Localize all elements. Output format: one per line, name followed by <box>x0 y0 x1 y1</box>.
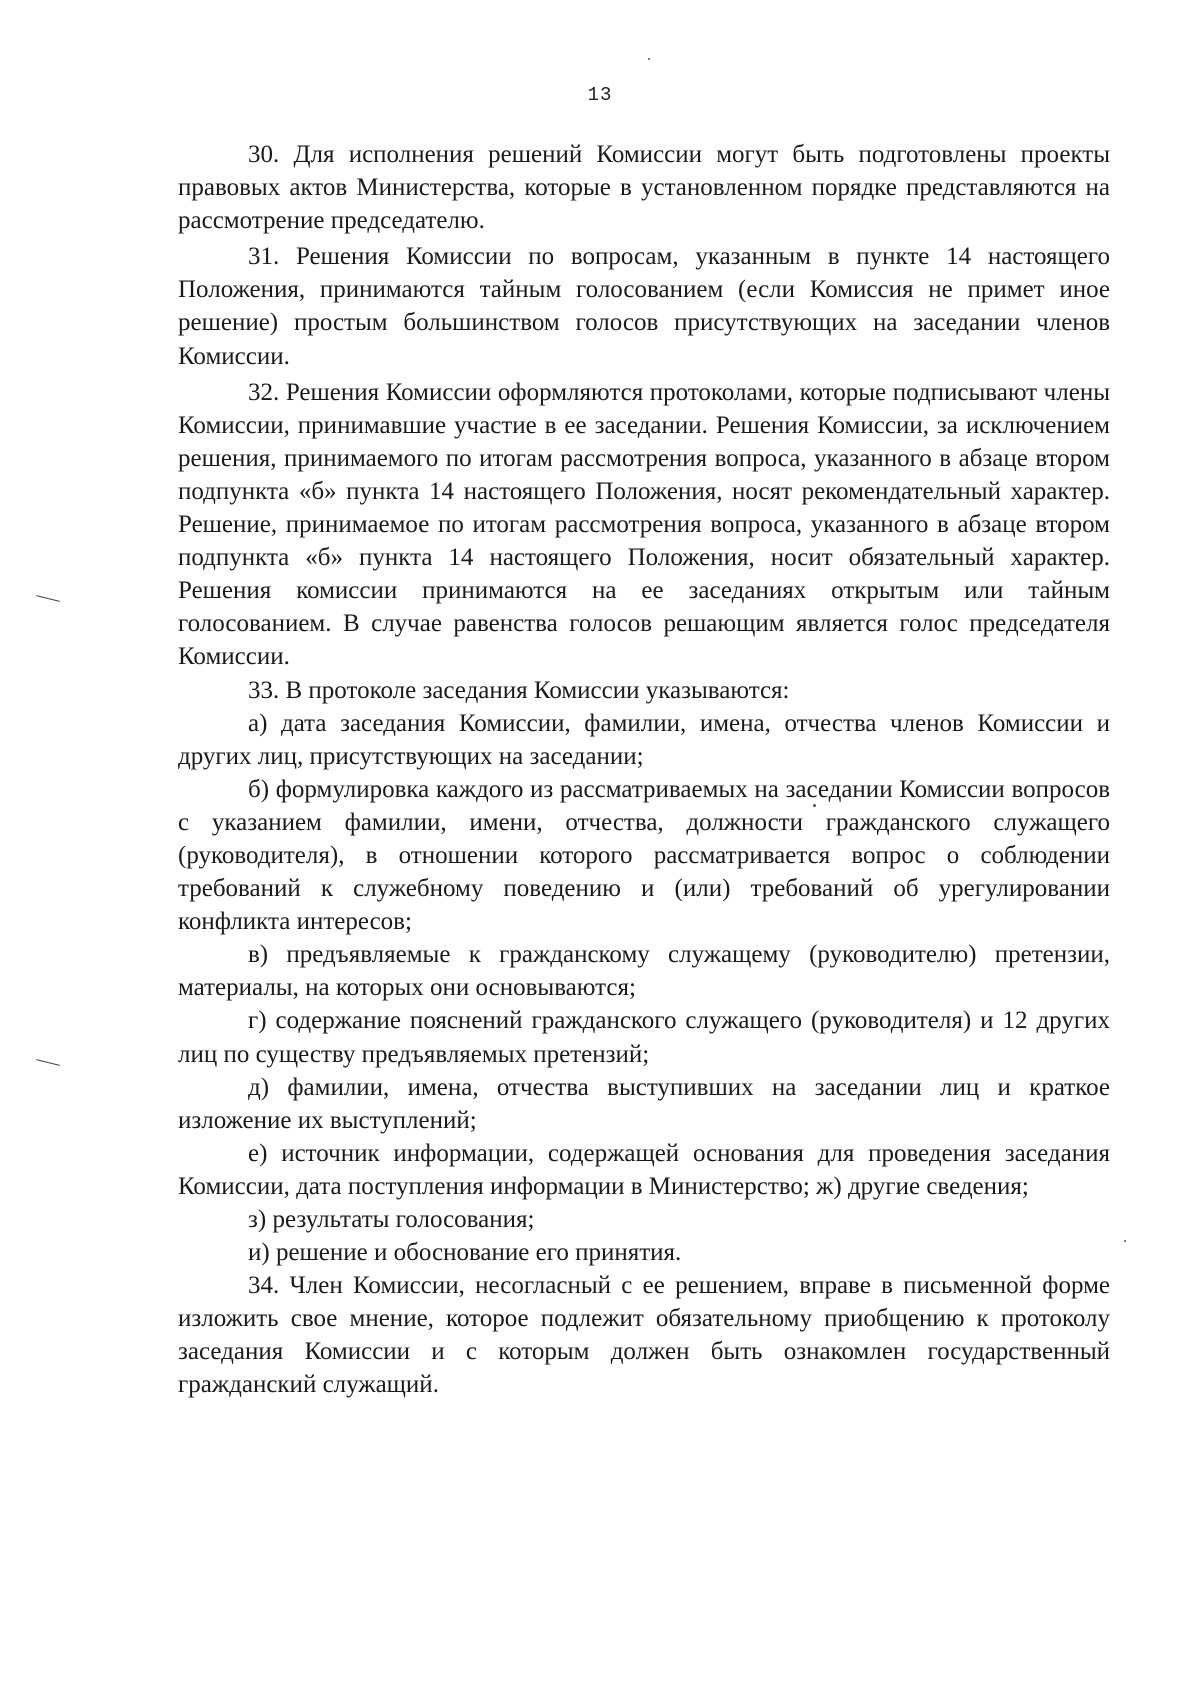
list-item-e: е) источник информации, содержащей основания для проведения заседания Комиссии, дата поступления информации в Министерство; ж) другие сведения; <box>178 1139 1110 1200</box>
list-item-g: г) содержание пояснений гражданского служащего (руководителя) и 12 других лиц по существу предъявляемых претензий; <box>178 1007 1110 1068</box>
list-item-d: д) фамилии, имена, отчества выступивших на заседании лиц и краткое изложение их выступлений; <box>178 1073 1110 1134</box>
list-item-b: б) формулировка каждого из рассматриваемых на заседании Комиссии вопросов с указанием фамилии, имени, отчества, должности гражданского служащего (руководителя), в отношении которого рассматривается вопрос о соблюдении требований к служебному поведению и (или) требований об урегулировании конфликта интересов; <box>178 775 1110 936</box>
scan-speck <box>1124 1240 1126 1242</box>
scan-edge-mark <box>36 595 60 602</box>
list-item-z: з) результаты голосования; <box>248 1206 535 1233</box>
paragraph-30: 30. Для исполнения решений Комиссии могут быть подготовлены проекты правовых актов Министерства, которые в установленном порядке представляются на рассмотрение председателю. <box>178 141 1110 235</box>
paragraph-33: 33. В протоколе заседания Комиссии указываются: <box>248 676 790 704</box>
paragraph-32: 32. Решения Комиссии оформляются протоколами, которые подписывают члены Комиссии, принимавшие участие в ее заседании. Решения Комиссии, за исключением решения, принимаемого по итогам рассмотрения вопроса, указанного в абзаце втором подпункта «б» пункта 14 настоящего Положения, носят рекомендательный характер. Решение, принимаемое по итогам рассмотрения вопроса, указанного в абзаце втором подпункта «б» пункта 14 настоящего Положения, носит обязательный характер. Решения комиссии принимаются на ее заседаниях открытым или тайным голосованием. В случае равенства голосов решающим является голос председателя Комиссии. <box>178 378 1110 671</box>
paragraph-34: 34. Член Комиссии, несогласный с ее решением, вправе в письменной форме изложить свое мнение, которое подлежит обязательному приобщению к протоколу заседания Комиссии и с которым должен быть ознакомлен государственный гражданский служащий. <box>178 1272 1110 1399</box>
list-item-a: а) дата заседания Комиссии, фамилии, имена, отчества членов Комиссии и других лиц, присутствующих на заседании; <box>178 709 1110 770</box>
scan-speck <box>648 58 650 60</box>
paragraph-31: 31. Решения Комиссии по вопросам, указанным в пункте 14 настоящего Положения, принимаются тайным голосованием (если Комиссия не примет иное решение) простым большинством голосов присутствующих на заседании членов Комиссии. <box>178 243 1110 370</box>
list-item-v: в) предъявляемые к гражданскому служащему (руководителю) претензии, материалы, на которых они основываются; <box>178 941 1110 1002</box>
list-item-i: и) решение и обоснование его принятия. <box>248 1239 682 1267</box>
page-number: 13 <box>587 84 613 106</box>
scan-edge-mark <box>36 1059 60 1066</box>
scan-speck <box>813 804 816 807</box>
document-body <box>178 138 1110 1402</box>
